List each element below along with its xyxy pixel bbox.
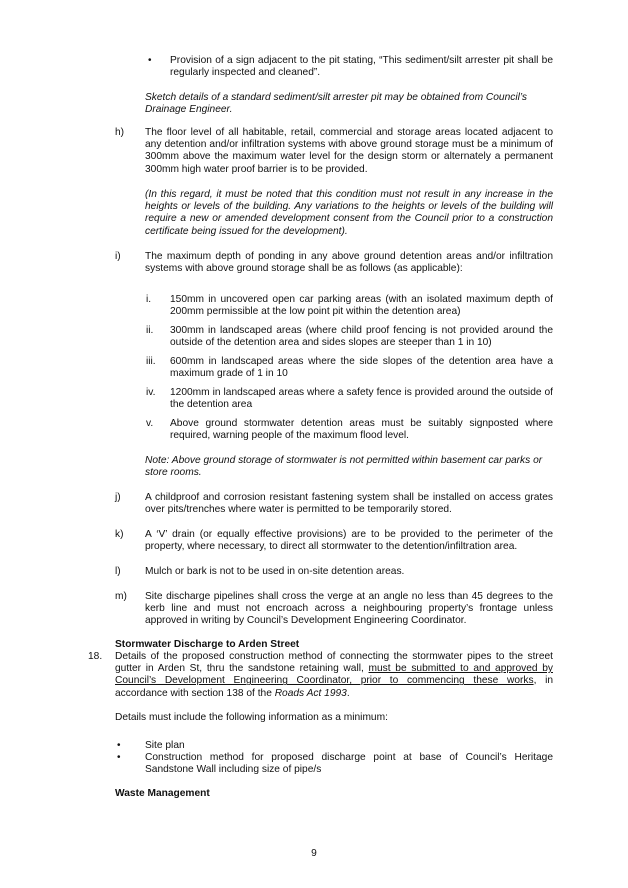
sub-item-number: i. <box>146 294 152 305</box>
item-j-text: A childproof and corrosion resistant fastening system shall be installed on access grates over pits/trenches where water is permitted to be temporarily stored. <box>145 492 553 516</box>
condition-18-text-mid: , in accordance with section 138 of the <box>115 675 554 699</box>
sub-item-number: iv. <box>146 387 156 398</box>
details-bullet: Construction method for proposed discharge point at base of Council’s Heritage Sandstone Wall including size of pipe/s <box>145 752 553 776</box>
item-l-label: l) <box>115 566 121 577</box>
item-i-text: The maximum depth of ponding in any above ground detention areas and/or infiltration systems with above ground storage shall be as follows (as applicable): <box>145 251 553 275</box>
sub-item-text: 600mm in landscaped areas where the side slopes of the detention area have a maximum grade of 1 in 10 <box>170 356 553 380</box>
sub-item-text: 300mm in landscaped areas (where child proof fencing is not provided around the outside of the detention area and sides slopes are steeper than 1 in 10) <box>170 325 553 349</box>
sub-item-text: 150mm in uncovered open car parking areas (with an isolated maximum depth of 200mm permissible at the low point pit within the detention area) <box>170 294 553 318</box>
sub-item-number: ii. <box>146 325 154 336</box>
details-intro: Details must include the following information as a minimum: <box>115 712 388 723</box>
item-k-label: k) <box>115 529 124 540</box>
item-i-note: Note: Above ground storage of stormwater is not permitted within basement car parks or store rooms. <box>145 455 543 479</box>
condition-18-underlined-requirement: must be submitted to and approved by Council’s Development Engineering Coordinator, prior to commencing these works <box>115 663 553 687</box>
condition-18-text-end: . <box>346 687 350 699</box>
item-k-text: A ‘V’ drain (or equally effective provisions) are to be provided to the perimeter of the property, where necessary, to direct all stormwater to the detention/infiltration area. <box>145 529 553 553</box>
item-h-text: The floor level of all habitable, retail, commercial and storage areas located adjacent to any detention and/or infiltration systems with above ground storage must be a minimum of 300mm above the maximum water level for the design storm or alternately a permanent 300mm high water proof barrier is to be provided. <box>145 127 553 175</box>
item-m-label: m) <box>115 591 127 602</box>
roads-act-reference: Roads Act 1993 <box>274 687 347 699</box>
item-i-label: i) <box>115 251 121 262</box>
condition-18-text <box>115 651 553 700</box>
condition-18-text-start: Details of the proposed construction method of connecting the stormwater pipes to the street gutter in Arden St, thru the sandstone retaining wall, <box>115 651 553 675</box>
item-h-note: (In this regard, it must be noted that this condition must not result in any increase in the heights or levels of the building. Any variations to the heights or levels of the building will require a new or amended development consent from the Council prior to a construction certificate being issued for the development). <box>145 189 553 237</box>
sub-item-text: Above ground stormwater detention areas must be suitably signposted where required, warning people of the maximum flood level. <box>170 418 553 442</box>
condition-18-number: 18. <box>88 651 103 662</box>
stormwater-discharge-heading: Stormwater Discharge to Arden Street <box>115 639 300 650</box>
sketch-note: Sketch details of a standard sediment/silt arrester pit may be obtained from Council’s Drainage Engineer. <box>145 92 528 116</box>
sign-provision-bullet: Provision of a sign adjacent to the pit stating, “This sediment/silt arrester pit shall be regularly inspected and cleaned”. <box>170 55 553 79</box>
sub-item-text: 1200mm in landscaped areas where a safety fence is provided around the outside of the detention area <box>170 387 553 411</box>
page-number: 9 <box>311 848 317 860</box>
item-h-label: h) <box>115 127 125 138</box>
item-m-text: Site discharge pipelines shall cross the verge at an angle no less than 45 degrees to the kerb line and must not encroach across a neighbouring property’s frontage unless approved in writing by Council’s Development Engineering Coordinator. <box>145 591 553 627</box>
details-bullet: Site plan <box>145 740 185 751</box>
item-l-text: Mulch or bark is not to be used in on-site detention areas. <box>145 566 405 577</box>
bullet-dot: • <box>148 55 152 66</box>
item-j-label: j) <box>115 492 121 503</box>
sub-item-number: v. <box>146 418 154 429</box>
waste-management-heading: Waste Management <box>115 788 210 799</box>
sub-item-number: iii. <box>146 356 156 367</box>
bullet-dot: • <box>117 752 121 763</box>
bullet-dot: • <box>117 740 121 751</box>
